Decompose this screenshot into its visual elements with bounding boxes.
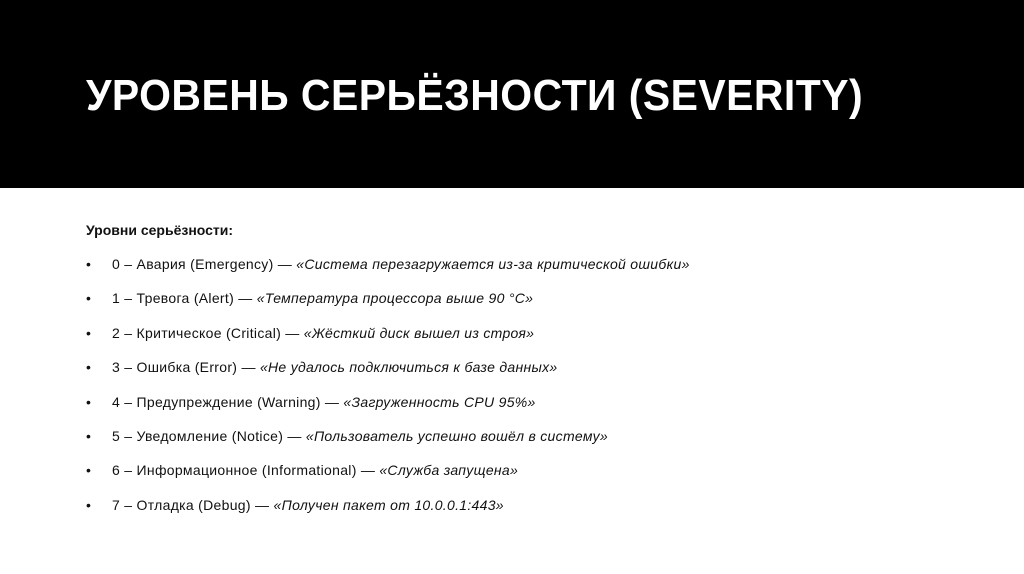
severity-level-item [86,390,986,424]
severity-level-text [112,286,533,310]
severity-level-example: «Загруженность CPU 95%» [343,393,536,410]
severity-level-text [112,390,536,414]
severity-level-text [112,493,504,517]
severity-level-example: «Получен пакет от 10.0.0.1:443» [273,496,504,513]
severity-level-label: 7 – Отладка (Debug) — [112,496,274,513]
severity-level-example: «Не удалось подключиться к базе данных» [259,359,558,376]
slide-title: УРОВЕНЬ СЕРЬЁЗНОСТИ (SEVERITY) [86,71,864,120]
severity-level-text [112,252,690,276]
severity-level-item [86,424,986,458]
severity-level-label: 3 – Ошибка (Error) — [112,359,260,376]
severity-levels-list [86,252,986,527]
severity-level-item [86,321,986,355]
bullet-icon: • [86,393,92,410]
severity-level-item [86,458,986,492]
severity-level-item [86,286,986,320]
bullet-icon: • [86,324,92,341]
severity-level-label: 0 – Авария (Emergency) — [112,256,297,272]
severity-level-text [112,424,608,448]
severity-level-text [112,355,557,379]
severity-level-item [86,493,986,527]
bullet-icon: • [86,359,92,376]
severity-level-label: 1 – Тревога (Alert) — [112,290,257,307]
severity-level-example: «Температура процессора выше 90 °C» [256,290,534,307]
severity-level-label: 5 – Уведомление (Notice) — [112,427,306,444]
severity-level-example: «Служба запущена» [379,462,519,479]
severity-level-label: 4 – Предупреждение (Warning) — [112,393,344,410]
severity-level-example: «Пользователь успешно вошёл в систему» [305,427,608,444]
bullet-icon: • [86,462,92,479]
bullet-icon: • [86,427,92,444]
levels-heading: Уровни серьёзности: [86,222,234,238]
severity-level-item [86,252,986,286]
severity-level-text [112,321,534,345]
bullet-icon: • [86,290,92,307]
bullet-icon: • [86,256,92,272]
severity-level-item [86,355,986,389]
severity-level-text [112,458,518,482]
slide-content [86,218,986,527]
severity-level-example: «Жёсткий диск вышел из строя» [303,324,535,341]
severity-level-example: «Система перезагружается из-за критической ошибки» [296,256,690,272]
severity-level-label: 6 – Информационное (Informational) — [112,462,380,479]
severity-level-label: 2 – Критическое (Critical) — [112,324,304,341]
title-bar [0,0,1024,188]
bullet-icon: • [86,496,92,513]
